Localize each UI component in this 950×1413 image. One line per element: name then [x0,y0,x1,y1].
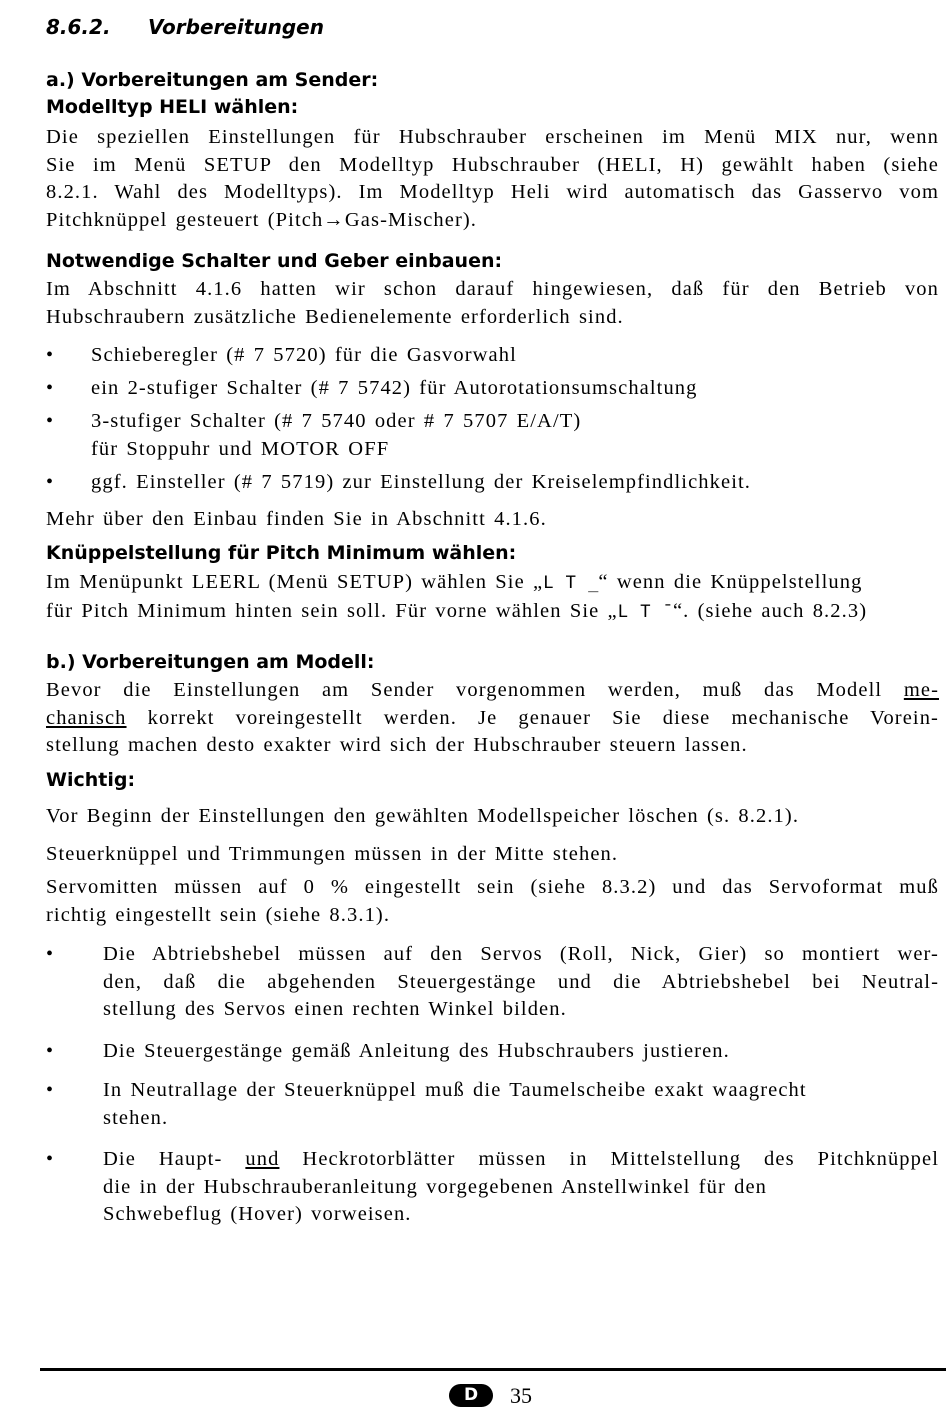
paragraph-line: die in der Hubschrauberanleitung vorgegebenen Anstellwinkel für den [103,1175,767,1198]
underlined-text: me- [903,679,939,701]
bullet-icon: • [46,1079,55,1101]
part-a-heading: a.) Vorbereitungen am Sender: [46,69,379,91]
paragraph-line: Im Abschnitt 4.1.6 hatten wir schon darauf hingewiesen, daß für den Betrieb von [46,278,939,300]
paragraph-line [46,569,939,598]
paragraph-line: Die speziellen Einstellungen für Hubschrauber erscheinen im Menü MIX nur, wenn [46,126,939,148]
lcd-glyph-lt-low: L T _ [543,573,599,593]
lcd-glyph-lt-high: L T ¯ [617,601,673,622]
list-item [46,1038,939,1066]
wichtig-paragraph-1: Vor Beginn der Einstellungen den gewählten Modellspeicher löschen (s. 8.2.1). [46,805,800,827]
paragraph-line: Schwebeflug (Hover) vorweisen. [103,1203,412,1225]
bullet-icon: • [46,1040,55,1062]
paragraph-line: 8.2.1. Wahl des Modelltyps). Im Modelltyp Heli wird automatisch das Gasservo vom [46,181,939,203]
list-item-text [103,1038,939,1066]
paragraph-line [46,677,939,705]
modelltyp-paragraph [46,124,939,234]
bullet-icon: • [46,410,55,432]
paragraph-line: Pitchknüppel gesteuert (Pitch→Gas-Mischer). [46,208,478,231]
list-item [46,375,939,403]
page-number: 35 [510,1383,532,1408]
text-run: korrekt voreingestellt werden. Je genauer Sie diese mechanische Vorein- [126,706,939,729]
wichtig-paragraph-2: Steuerknüppel und Trimmungen müssen in der Mitte stehen. [46,843,619,865]
bullet-icon: • [46,471,55,493]
text-run: Bevor die Einstellungen am Sender vorgenommen werden, muß das Modell [46,679,904,701]
part-b-heading: b.) Vorbereitungen am Modell: [46,651,375,673]
bullet-icon: • [46,344,55,366]
paragraph-line: stellung machen desto exakter wird sich der Hubschrauber steuern lassen. [46,734,748,756]
page-footer [449,1382,569,1408]
section-number: 8.6.2. [46,15,111,39]
list-item [46,469,939,497]
list-item-text: für Stoppuhr und MOTOR OFF [91,437,390,460]
modelltyp-heading: Modelltyp HELI wählen: [46,96,299,118]
wichtig-paragraph-3 [46,874,939,929]
bullet-icon: • [46,377,55,399]
underlined-text: und [245,1148,280,1170]
text-run: Im Menüpunkt LEERL (Menü SETUP) wählen Sie „ [46,571,544,593]
text-run: “ wenn die Knüppelstellung [598,571,863,593]
text-run: Die Haupt- [103,1148,246,1170]
list-item-text [103,1077,939,1132]
list-item [46,1146,939,1229]
wichtig-heading: Wichtig: [46,769,136,791]
paragraph-line [103,1146,939,1174]
paragraph-line: richtig eingestellt sein (siehe 8.3.1). [46,903,391,926]
bullet-icon: • [46,943,55,965]
section-title: Vorbereitungen [148,15,324,39]
paragraph-line: stehen. [103,1106,169,1129]
paragraph-line: Sie im Menü SETUP den Modelltyp Hubschrauber (HELI, H) gewählt haben (siehe [46,153,939,176]
list-item-text [103,941,939,1024]
bullet-icon: • [46,1148,55,1170]
text-run: Heckrotorblätter müssen in Mittelstellung des Pitchknüppel [279,1148,940,1170]
paragraph-line [46,705,939,733]
text-run: “. (siehe auch 8.2.3) [672,599,868,622]
list-item [46,1077,939,1132]
paragraph-line: Die Abtriebshebel müssen auf den Servos (Roll, Nick, Gier) so montiert wer- [103,943,939,965]
list-item-text: ein 2-stufiger Schalter (# 7 5742) für Autorotationsumschaltung [91,377,698,399]
list-item [46,342,939,370]
text-run: für Pitch Minimum hinten sein soll. Für vorne wählen Sie „ [46,599,618,622]
list-item-text: Schieberegler (# 7 5720) für die Gasvorwahl [91,344,517,366]
list-item-text: 3-stufiger Schalter (# 7 5740 oder # 7 5707 E/A/T) [91,410,582,432]
paragraph-line: stellung des Servos einen rechten Winkel bilden. [103,998,567,1020]
list-item-text: ggf. Einsteller (# 7 5719) zur Einstellung der Kreiselempfindlichkeit. [91,471,752,493]
footer-rule [40,1368,946,1371]
knueppel-heading: Knüppelstellung für Pitch Minimum wählen: [46,542,517,564]
list-item [46,941,939,1024]
paragraph-line: Servomitten müssen auf 0 % eingestellt sein (siehe 8.3.2) und das Servoformat muß [46,876,939,898]
language-badge-icon: D [449,1384,493,1407]
knueppel-paragraph [46,569,939,626]
underlined-text: chanisch [46,706,127,729]
paragraph-line: In Neutrallage der Steuerknüppel muß die Taumelscheibe exakt waagrecht [103,1079,807,1101]
list-item [46,408,939,463]
section-heading [46,14,939,40]
schalter-paragraph [46,276,939,331]
schalter-heading: Notwendige Schalter und Geber einbauen: [46,250,503,272]
schalter-after-text: Mehr über den Einbau finden Sie in Abschnitt 4.1.6. [46,508,547,530]
paragraph-line: Die Steuergestänge gemäß Anleitung des Hubschraubers justieren. [103,1040,730,1062]
paragraph-line: den, daß die abgehenden Steuergestänge und die Abtriebshebel bei Neutral- [103,970,939,993]
list-item-text [103,1146,939,1229]
part-b-paragraph [46,677,939,760]
paragraph-line: Hubschraubern zusätzliche Bedienelemente erforderlich sind. [46,305,624,328]
paragraph-line [46,598,939,627]
